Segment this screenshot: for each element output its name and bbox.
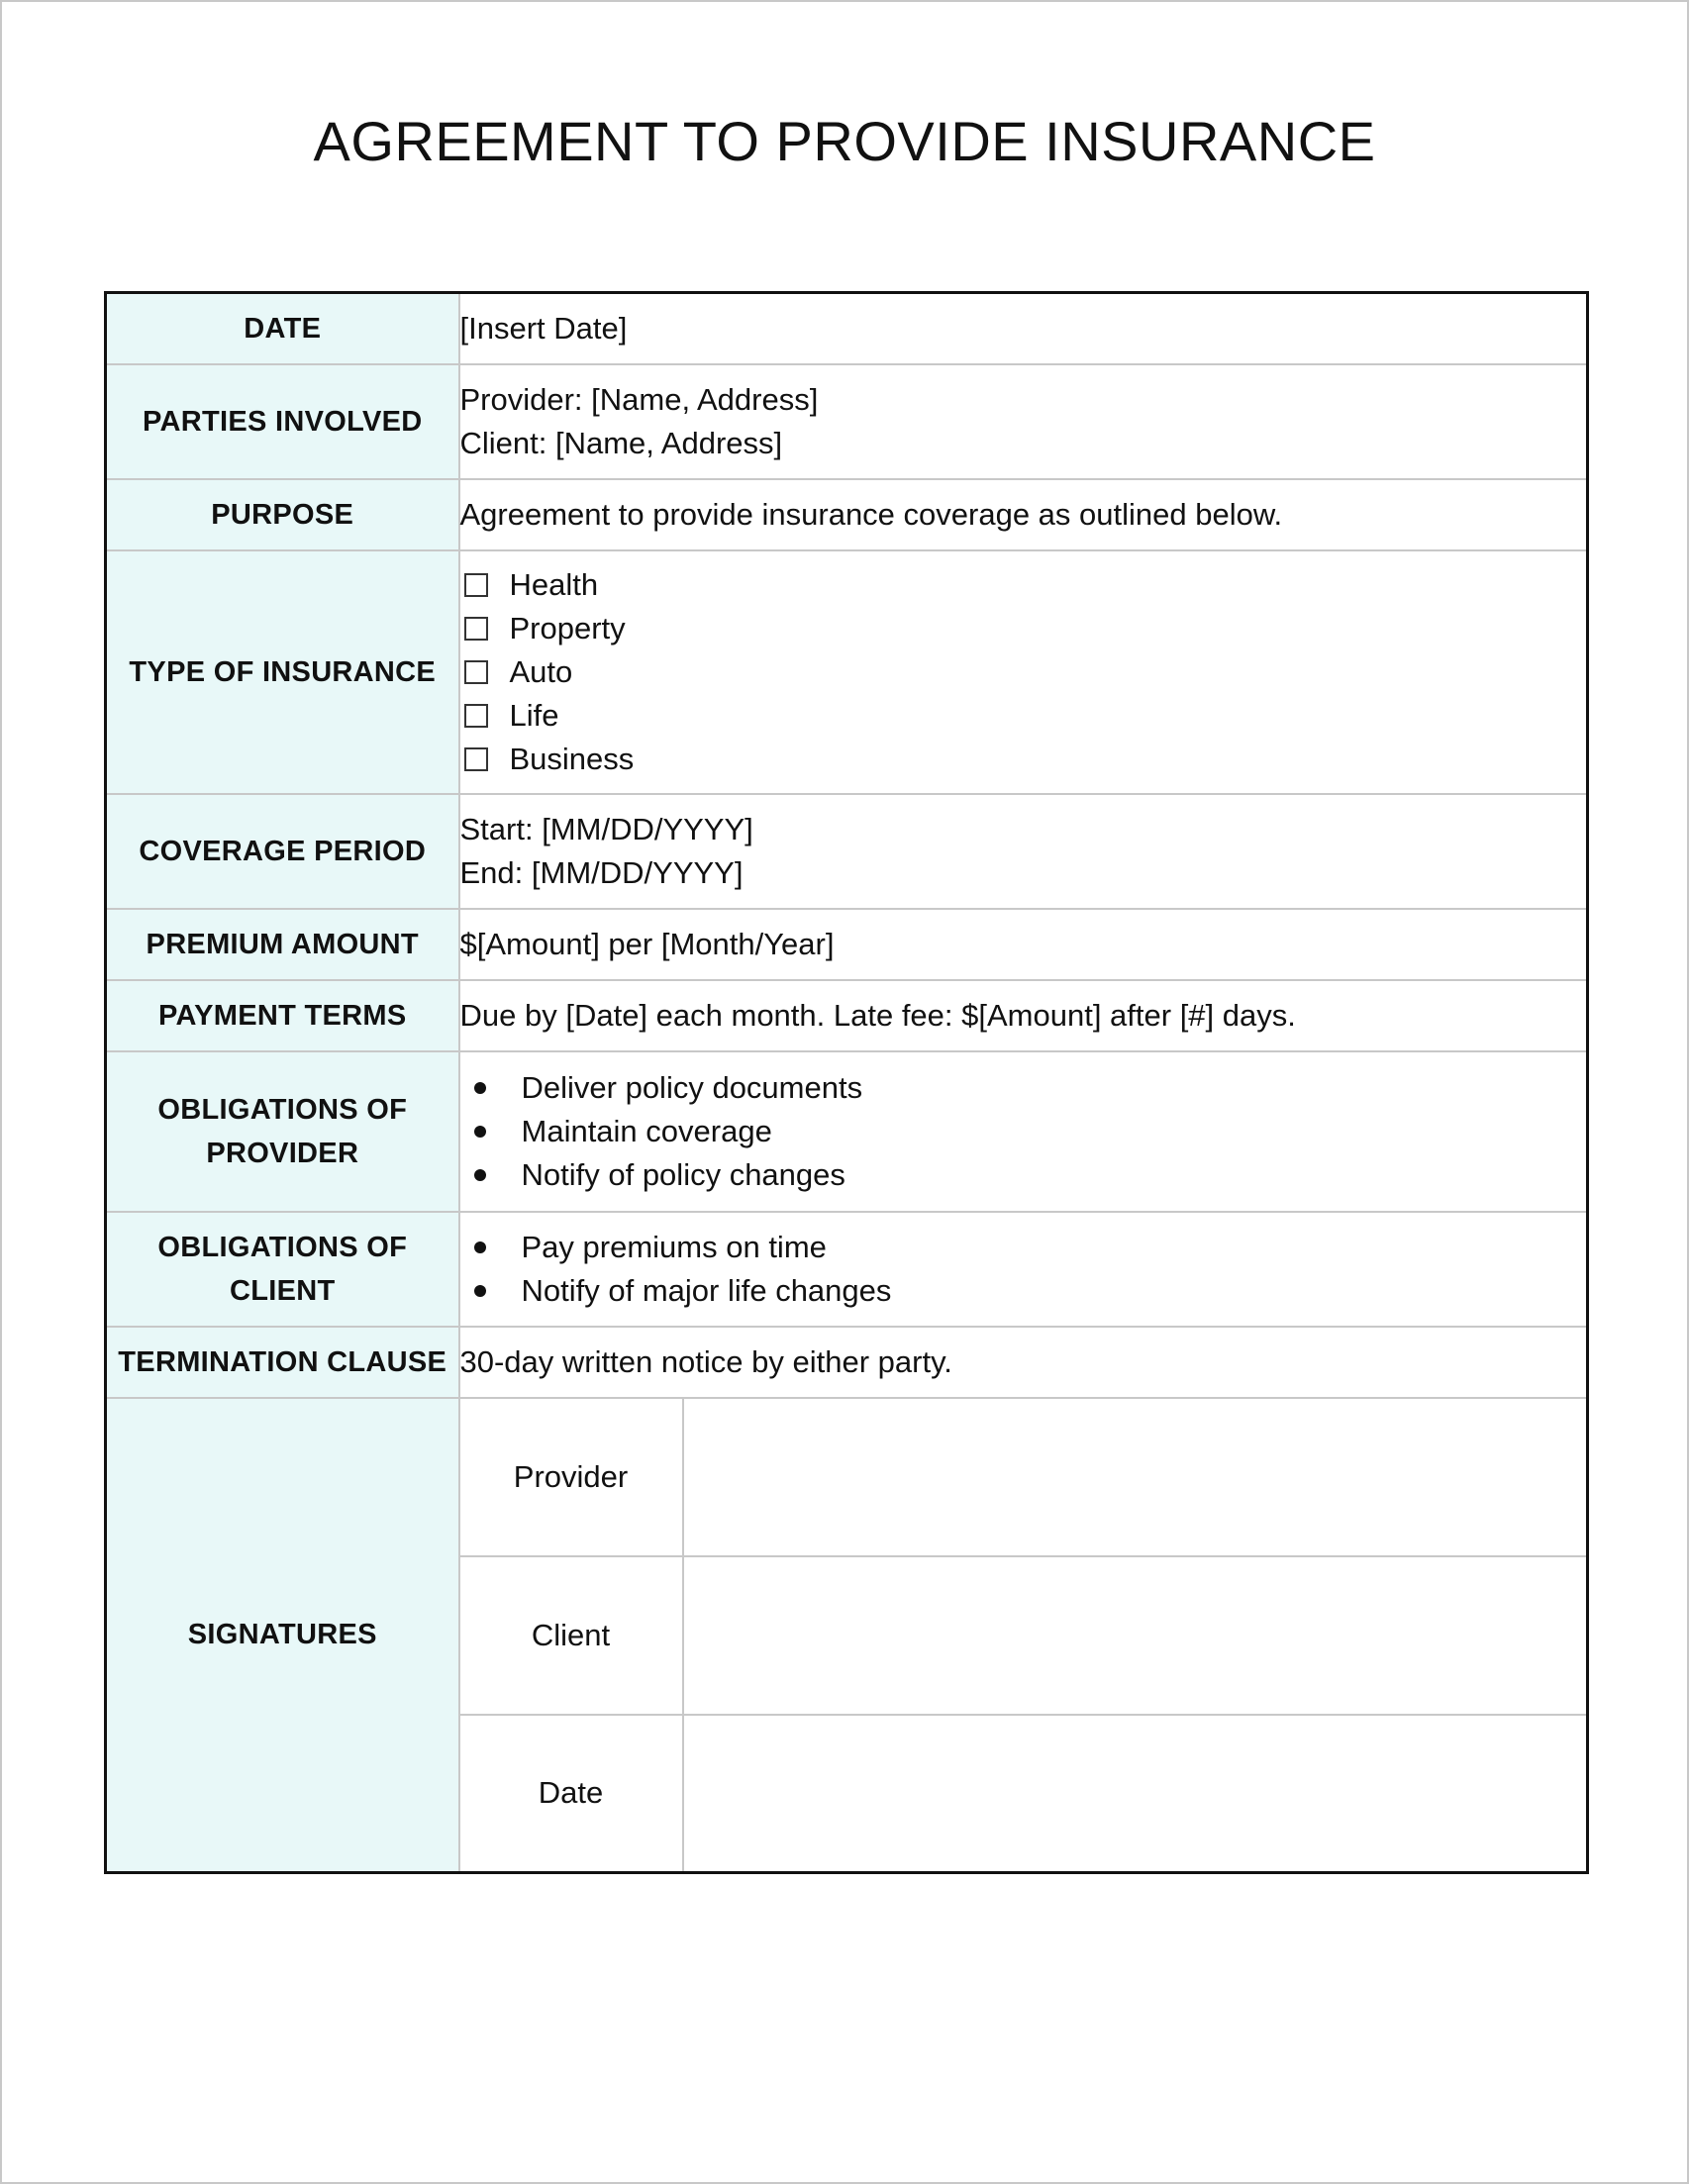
row-premium-amount [106, 909, 1588, 980]
row-payment-terms [106, 980, 1588, 1051]
signature-date-field[interactable] [683, 1715, 1588, 1873]
row-coverage-period [106, 794, 1588, 909]
option-label: Health [509, 566, 599, 602]
list-item-text: Notify of policy changes [521, 1156, 845, 1192]
row-obligations-provider [106, 1051, 1588, 1212]
bullet-icon [474, 1082, 486, 1094]
list-item-text: Pay premiums on time [521, 1229, 827, 1264]
row-signature-provider [106, 1398, 1588, 1556]
checkbox[interactable] [464, 573, 488, 597]
client-line: Client: [Name, Address] [459, 425, 783, 460]
provider-line: Provider: [Name, Address] [459, 381, 819, 417]
payment-terms-value[interactable]: Due by [Date] each month. Late fee: $[Amount] after [#] days. [459, 980, 1588, 1051]
coverage-start: Start: [MM/DD/YYYY] [459, 811, 753, 846]
insurance-option-business[interactable] [460, 738, 1587, 781]
list-item [460, 1269, 1587, 1313]
signature-provider-field[interactable] [683, 1398, 1588, 1556]
premium-amount-value[interactable]: $[Amount] per [Month/Year] [459, 909, 1588, 980]
option-label: Business [509, 741, 635, 776]
payment-terms-label: PAYMENT TERMS [106, 980, 459, 1051]
label-line: CLIENT [229, 1274, 336, 1307]
termination-clause-value[interactable]: 30-day written notice by either party. [459, 1327, 1588, 1398]
option-label: Auto [509, 653, 573, 689]
insurance-option-health[interactable] [460, 563, 1587, 607]
bullet-icon [474, 1126, 486, 1138]
agreement-table [104, 291, 1589, 1874]
insurance-option-auto[interactable] [460, 650, 1587, 694]
bullet-icon [474, 1241, 486, 1253]
row-purpose [106, 479, 1588, 550]
list-item [460, 1110, 1587, 1153]
row-date [106, 293, 1588, 364]
signature-provider-label: Provider [459, 1398, 683, 1556]
label-line: PROVIDER [206, 1137, 359, 1169]
bullet-icon [474, 1285, 486, 1297]
obligations-client-label [106, 1212, 459, 1327]
checkbox[interactable] [464, 747, 488, 771]
label-line: OBLIGATIONS OF [157, 1231, 408, 1263]
coverage-period-label: COVERAGE PERIOD [106, 794, 459, 909]
date-label: DATE [106, 293, 459, 364]
row-obligations-client [106, 1212, 1588, 1327]
obligations-provider-list[interactable] [459, 1051, 1588, 1212]
parties-value[interactable] [459, 364, 1588, 479]
option-label: Property [509, 610, 626, 645]
purpose-label: PURPOSE [106, 479, 459, 550]
termination-clause-label: TERMINATION CLAUSE [106, 1327, 459, 1398]
list-item [460, 1153, 1587, 1197]
obligations-client-list[interactable] [459, 1212, 1588, 1327]
row-type-of-insurance [106, 550, 1588, 794]
date-value[interactable]: [Insert Date] [459, 293, 1588, 364]
list-item [460, 1066, 1587, 1110]
bullet-icon [474, 1169, 486, 1181]
list-item-text: Notify of major life changes [521, 1272, 892, 1308]
signature-client-field[interactable] [683, 1556, 1588, 1715]
type-of-insurance-options [459, 550, 1588, 794]
type-of-insurance-label: TYPE OF INSURANCE [106, 550, 459, 794]
signatures-label: SIGNATURES [106, 1398, 459, 1873]
row-termination-clause [106, 1327, 1588, 1398]
premium-amount-label: PREMIUM AMOUNT [106, 909, 459, 980]
document-title: AGREEMENT TO PROVIDE INSURANCE [313, 110, 1376, 172]
parties-label: PARTIES INVOLVED [106, 364, 459, 479]
label-line: OBLIGATIONS OF [157, 1093, 408, 1126]
signature-date-label: Date [459, 1715, 683, 1873]
insurance-option-life[interactable] [460, 694, 1587, 738]
coverage-period-value[interactable] [459, 794, 1588, 909]
list-item-text: Maintain coverage [521, 1113, 772, 1148]
checkbox[interactable] [464, 704, 488, 728]
signature-client-label: Client [459, 1556, 683, 1715]
row-parties [106, 364, 1588, 479]
coverage-end: End: [MM/DD/YYYY] [459, 854, 744, 890]
list-item [460, 1226, 1587, 1269]
list-item-text: Deliver policy documents [521, 1069, 863, 1105]
purpose-value[interactable]: Agreement to provide insurance coverage as outlined below. [459, 479, 1588, 550]
checkbox[interactable] [464, 660, 488, 684]
insurance-option-property[interactable] [460, 607, 1587, 650]
checkbox[interactable] [464, 617, 488, 641]
obligations-provider-label [106, 1051, 459, 1212]
option-label: Life [509, 697, 559, 733]
